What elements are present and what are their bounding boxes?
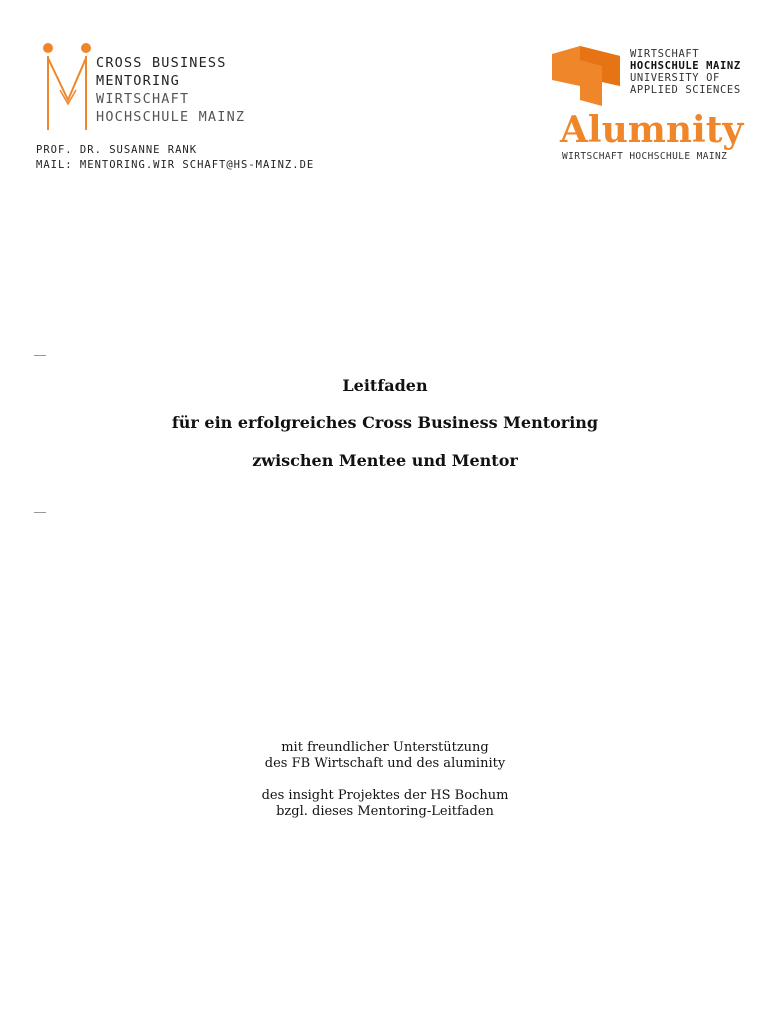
document-title-line3: zwischen Mentee und Mentor <box>252 451 518 470</box>
acknowledgement-line4: bzgl. dieses Mentoring-Leitfaden <box>276 804 494 819</box>
logo-line-hochschule: HOCHSCHULE MAINZ <box>96 109 246 125</box>
acknowledgement-line1: mit freundlicher Unterstützung <box>281 740 489 755</box>
logo-line-cross-business: CROSS BUSINESS <box>96 55 227 71</box>
contact-block <box>36 143 314 173</box>
hochschule-mainz-emblem-icon <box>550 46 628 108</box>
document-title: Leitfaden <box>342 376 428 395</box>
divider-mark-bottom <box>34 512 46 513</box>
acknowledgement-line2: des FB Wirtschaft und des aluminity <box>264 756 506 771</box>
cross-business-mentoring-logo <box>40 42 255 134</box>
alumnity-subtitle: WIRTSCHAFT HOCHSCHULE MAINZ <box>562 151 728 162</box>
hs-line-university: UNIVERSITY OF <box>630 72 720 84</box>
hs-line-hochschule-mainz: HOCHSCHULE MAINZ <box>630 60 741 72</box>
hs-line-wirtschaft: WIRTSCHAFT <box>630 48 700 60</box>
contact-name: PROF. DR. SUSANNE RANK <box>36 144 198 156</box>
hochschule-alumnity-logo <box>550 46 755 166</box>
logo-line-wirtschaft: WIRTSCHAFT <box>96 91 190 107</box>
acknowledgement-line3: des insight Projektes der HS Bochum <box>261 788 509 803</box>
divider-mark-top <box>34 355 46 356</box>
logo-line-mentoring: MENTORING <box>96 73 180 89</box>
mentoring-figure-icon <box>40 42 96 134</box>
contact-mail: MAIL: MENTORING.WIR SCHAFT@HS-MAINZ.DE <box>36 159 315 171</box>
document-title-line2: für ein erfolgreiches Cross Business Mentoring <box>171 413 599 432</box>
alumnity-brand: Alumnity <box>560 109 744 151</box>
hs-line-applied-sciences: APPLIED SCIENCES <box>630 84 741 96</box>
